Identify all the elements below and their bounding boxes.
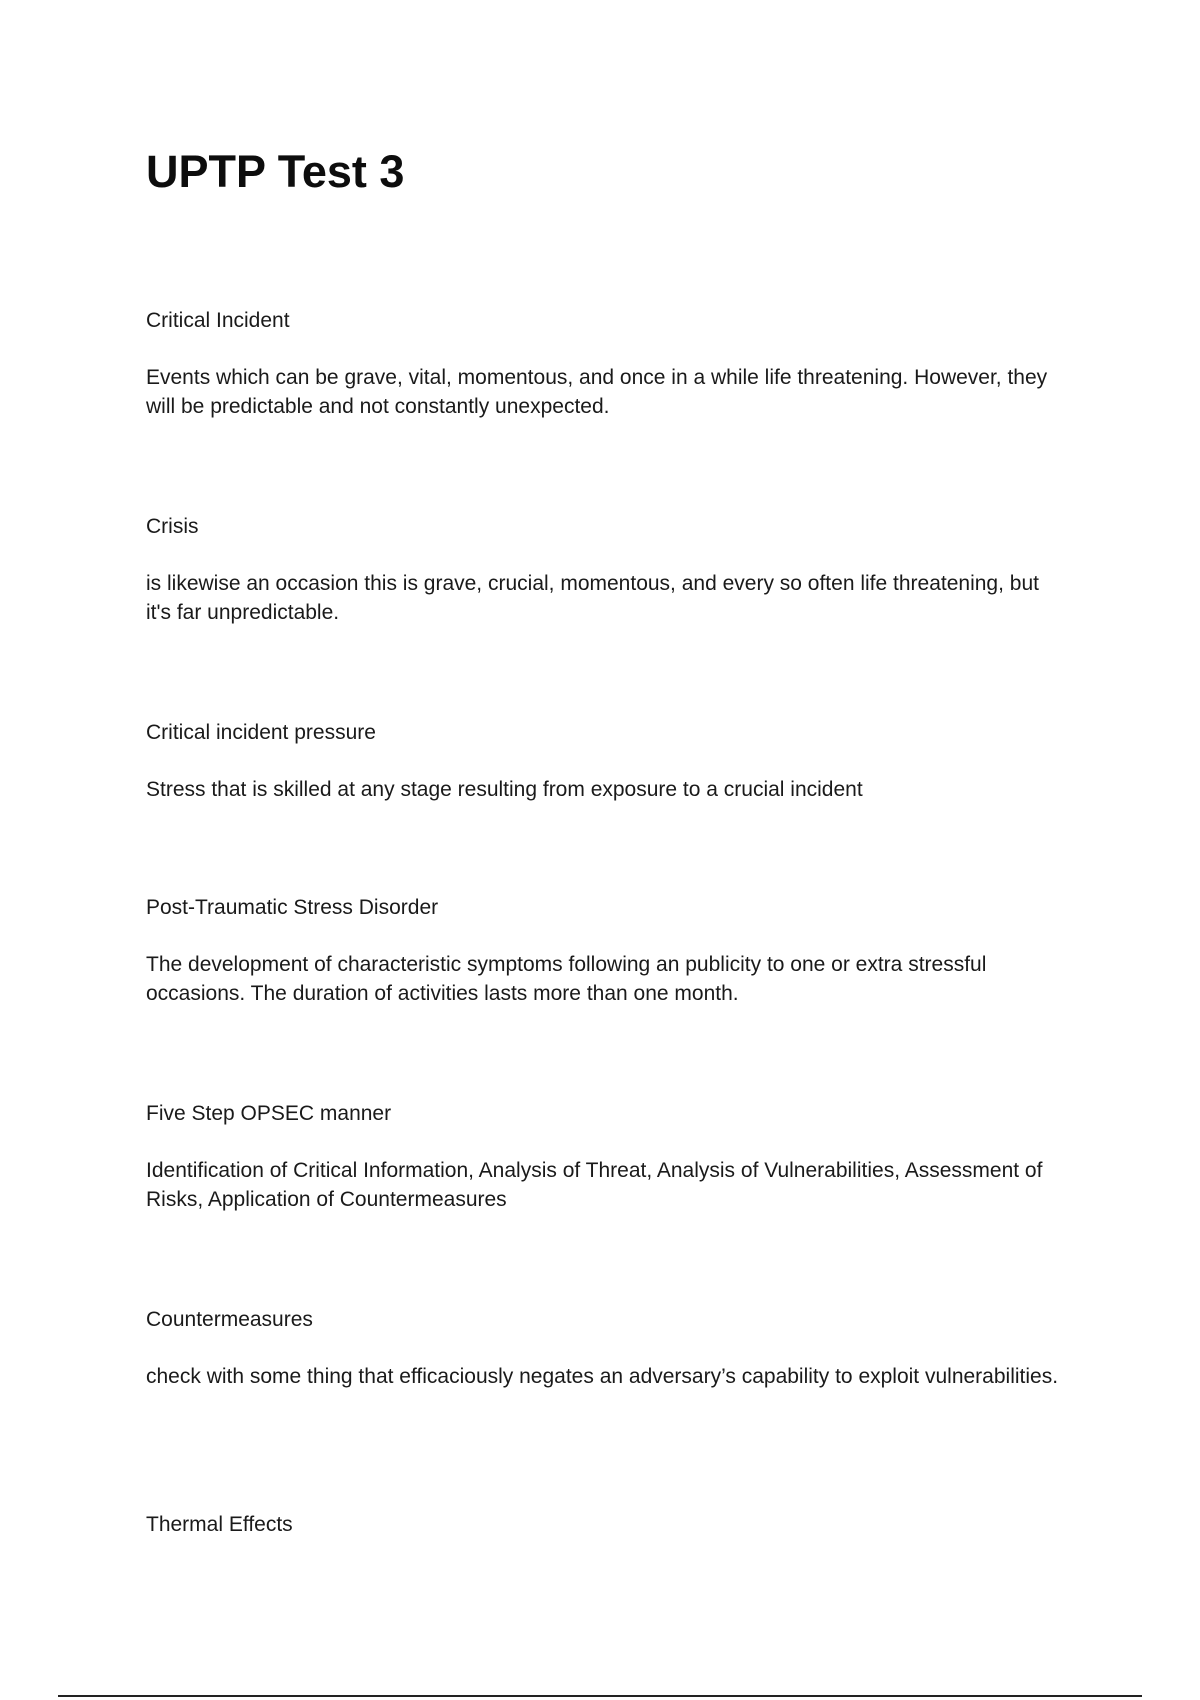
card-term: Five Step OPSEC manner bbox=[146, 1102, 392, 1125]
flashcard bbox=[146, 307, 1066, 421]
flashcard bbox=[146, 513, 1066, 627]
card-definition: is likewise an occasion this is grave, crucial, momentous, and every so often life threatening, but it's far unpredictable. bbox=[146, 572, 1039, 624]
flashcard bbox=[146, 1100, 1066, 1214]
card-term: Critical incident pressure bbox=[146, 721, 376, 744]
flashcard bbox=[146, 719, 1066, 804]
document-title: UPTP Test 3 bbox=[146, 146, 405, 197]
card-definition: The development of characteristic symptoms following an publicity to one or extra stressful occasions. The duration of activities lasts more than one month. bbox=[146, 953, 987, 1005]
flashcard bbox=[146, 1511, 1066, 1539]
footer-divider bbox=[58, 1695, 1142, 1697]
card-definition: Identification of Critical Information, Analysis of Threat, Analysis of Vulnerabilities, Assessment of Risks, Application of Countermeasures bbox=[146, 1159, 1043, 1211]
card-definition: Events which can be grave, vital, momentous, and once in a while life threatening. However, they will be predictable and not constantly unexpected. bbox=[146, 366, 1048, 418]
card-definition: check with some thing that efficaciously negates an adversary’s capability to exploit vulnerabilities. bbox=[146, 1365, 1059, 1388]
card-term: Post-Traumatic Stress Disorder bbox=[146, 896, 439, 919]
card-definition: Stress that is skilled at any stage resulting from exposure to a crucial incident bbox=[146, 778, 863, 801]
card-term: Crisis bbox=[146, 515, 199, 538]
card-term: Thermal Effects bbox=[146, 1513, 293, 1536]
flashcard bbox=[146, 1306, 1066, 1391]
card-term: Critical Incident bbox=[146, 309, 290, 332]
flashcard bbox=[146, 894, 1066, 1008]
card-term: Countermeasures bbox=[146, 1308, 313, 1331]
